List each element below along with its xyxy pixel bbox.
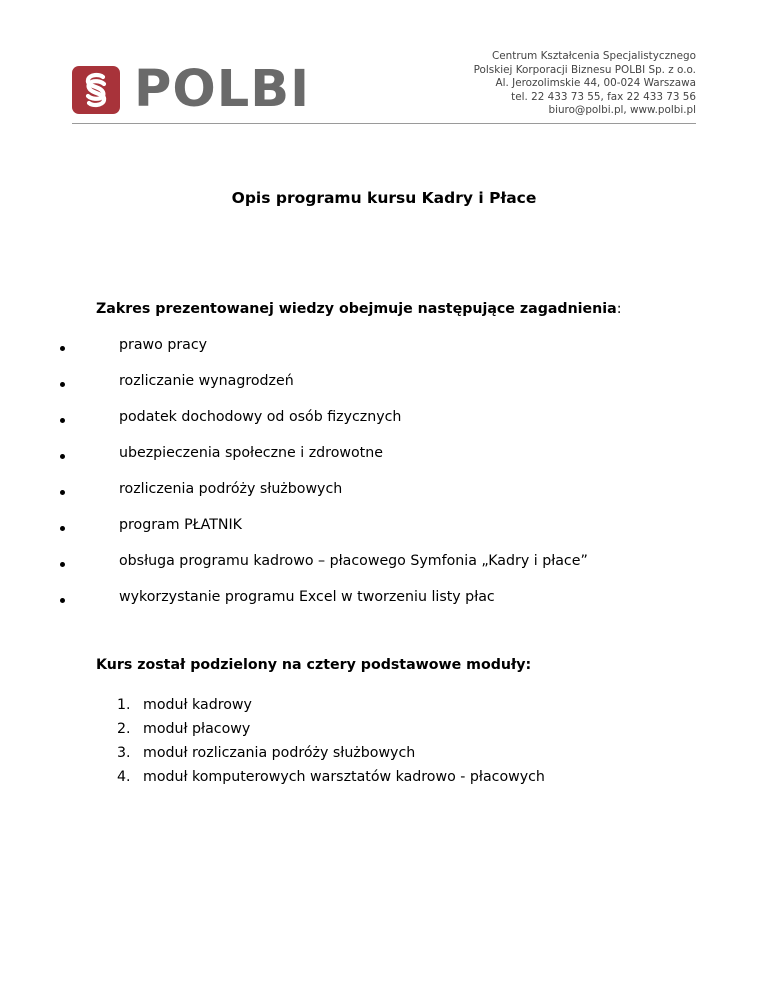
- module-text: moduł płacowy: [143, 721, 251, 737]
- header-divider: [72, 123, 696, 124]
- intro-suffix: :: [616, 301, 622, 317]
- bullet-icon: [60, 598, 65, 603]
- module-text: moduł kadrowy: [143, 697, 252, 713]
- bullet-icon: [60, 382, 65, 387]
- module-text: moduł rozliczania podróży służbowych: [143, 745, 416, 761]
- company-address: [474, 50, 696, 118]
- bullet-icon: [60, 562, 65, 567]
- bullet-icon: [60, 454, 65, 459]
- letterhead: [72, 48, 696, 124]
- section-sign-icon: [72, 66, 120, 114]
- module-text: moduł komputerowych warsztatów kadrowo - płacowych: [143, 769, 545, 785]
- section-sign-glyph: [72, 66, 120, 114]
- module-number: 2.: [117, 721, 131, 737]
- topic-text: wykorzystanie programu Excel w tworzeniu listy płac: [119, 589, 495, 605]
- company-line: tel. 22 433 73 55, fax 22 433 73 56: [511, 90, 696, 103]
- bullet-icon: [60, 346, 65, 351]
- bullet-icon: [60, 490, 65, 495]
- topic-text: podatek dochodowy od osób fizycznych: [119, 409, 402, 425]
- company-line: Polskiej Korporacji Biznesu POLBI Sp. z o.o.: [473, 63, 696, 76]
- bullet-icon: [60, 526, 65, 531]
- bullet-icon: [60, 418, 65, 423]
- module-number: 1.: [117, 697, 131, 713]
- module-number: 4.: [117, 769, 131, 785]
- company-line: Al. Jerozolimskie 44, 00-024 Warszawa: [495, 77, 696, 90]
- intro-text: Zakres prezentowanej wiedzy obejmuje następujące zagadnienia: [96, 301, 617, 317]
- topic-text: prawo pracy: [119, 337, 208, 353]
- topic-text: ubezpieczenia społeczne i zdrowotne: [119, 445, 383, 461]
- modules-heading: Kurs został podzielony na cztery podstawowe moduły:: [96, 657, 532, 673]
- company-contact-line: biuro@polbi.pl, www.polbi.pl: [548, 104, 696, 117]
- page-title: Opis programu kursu Kadry i Płace: [231, 189, 537, 207]
- topic-text: rozliczenia podróży służbowych: [119, 481, 343, 497]
- topic-text: obsługa programu kadrowo – płacowego Symfonia „Kadry i płace”: [119, 553, 588, 569]
- topic-text: rozliczanie wynagrodzeń: [119, 373, 294, 389]
- intro-line: [96, 301, 622, 317]
- topic-text: program PŁATNIK: [119, 517, 242, 533]
- company-line: Centrum Kształcenia Specjalistycznego: [492, 50, 696, 62]
- module-number: 3.: [117, 745, 131, 761]
- logo-wordmark: POLBI: [134, 60, 311, 119]
